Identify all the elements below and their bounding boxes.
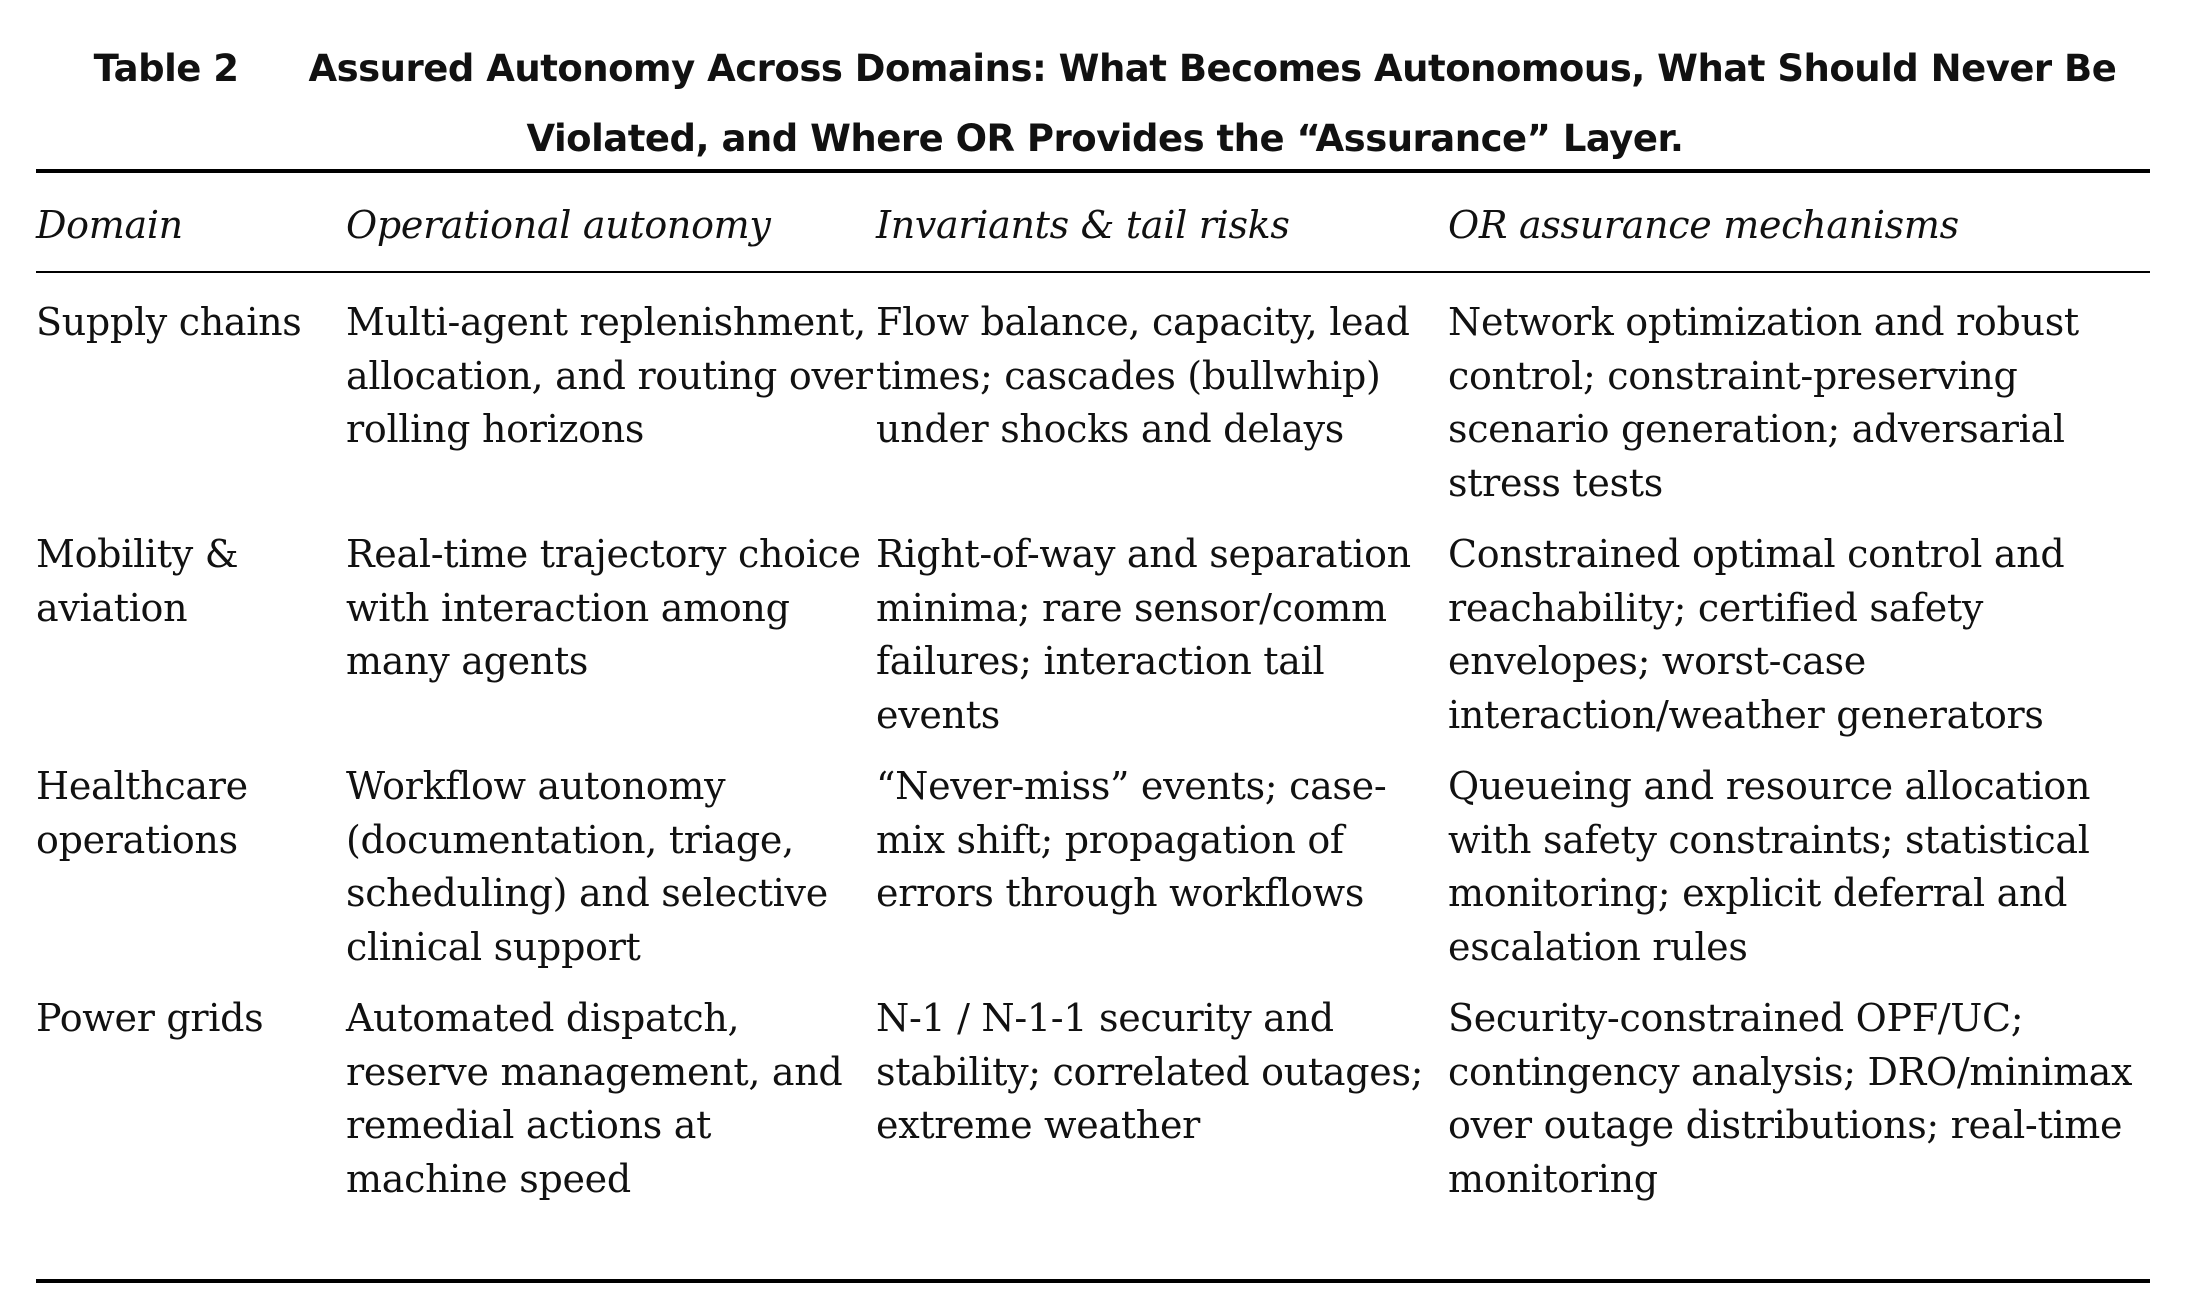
table-row xyxy=(36,760,2150,992)
cell-domain: Mobility & aviation xyxy=(36,532,239,630)
header-or-assurance-mechanisms: OR assurance mechanisms xyxy=(1448,203,1959,247)
header-operational-autonomy: Operational autonomy xyxy=(346,203,771,247)
cell-autonomy: Workflow autonomy (documentation, triage, scheduling) and selective clinical support xyxy=(346,764,828,969)
table-caption xyxy=(30,34,2180,174)
cell-autonomy: Real-time trajectory choice with interaction among many agents xyxy=(346,532,861,683)
header-row xyxy=(36,194,2150,256)
cell-domain: Power grids xyxy=(36,996,264,1040)
header-invariants-tail-risks: Invariants & tail risks xyxy=(876,203,1290,247)
table-row xyxy=(36,992,2150,1206)
cell-mechanisms: Security-constrained OPF/UC; contingency analysis; DRO/minimax over outage distributions; real-time monitoring xyxy=(1448,996,2133,1201)
table-title: Assured Autonomy Across Domains: What Becomes Autonomous, What Should Never Be Violated, and Where OR Provides the “Assurance” Layer. xyxy=(308,47,2117,160)
cell-invariants: “Never-miss” events; case-mix shift; propagation of errors through workflows xyxy=(876,764,1387,915)
cell-autonomy: Automated dispatch, reserve management, and remedial actions at machine speed xyxy=(346,996,843,1201)
cell-autonomy: Multi-agent replenishment, allocation, and routing over rolling horizons xyxy=(346,300,873,451)
cell-invariants: N-1 / N-1-1 security and stability; correlated outages; extreme weather xyxy=(876,996,1424,1147)
table-label: Table 2 xyxy=(93,47,239,90)
cell-invariants: Right-of-way and separation minima; rare sensor/comm failures; interaction tail events xyxy=(876,532,1411,737)
cell-mechanisms: Constrained optimal control and reachability; certified safety envelopes; worst-case interaction/weather generators xyxy=(1448,532,2065,737)
header-rule xyxy=(36,271,2150,273)
table-row xyxy=(36,296,2150,528)
cell-domain: Supply chains xyxy=(36,300,302,344)
cell-domain: Healthcare operations xyxy=(36,764,248,862)
table-body xyxy=(36,296,2150,1206)
bottom-rule xyxy=(36,1279,2150,1283)
cell-invariants: Flow balance, capacity, lead times; cascades (bullwhip) under shocks and delays xyxy=(876,300,1410,451)
header-domain: Domain xyxy=(36,203,183,247)
cell-mechanisms: Network optimization and robust control; constraint-preserving scenario generation; adversarial stress tests xyxy=(1448,300,2079,505)
table-header xyxy=(36,194,2150,256)
top-rule xyxy=(36,169,2150,173)
table-row xyxy=(36,528,2150,760)
cell-mechanisms: Queueing and resource allocation with safety constraints; statistical monitoring; explicit deferral and escalation rules xyxy=(1448,764,2091,969)
